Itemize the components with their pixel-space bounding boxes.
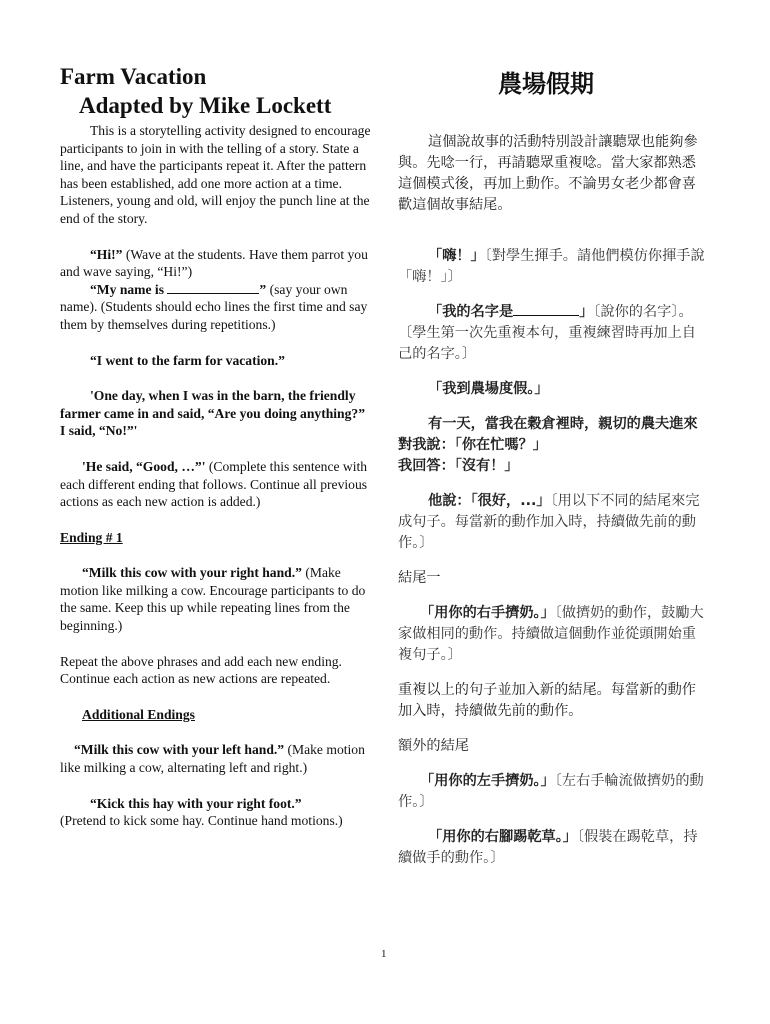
ending1-zh: 結尾一 [398, 570, 441, 586]
hi-rest: (Wave at the students. Have them parrot you and wave saying, “Hi!”) [60, 246, 368, 280]
milk-left-bold: “Milk this cow with your left hand.” [74, 742, 285, 758]
farm-en: “I went to the farm for vacation.” [90, 352, 285, 368]
name-zh [398, 302, 710, 365]
subtitle-en: Adapted by Mike Lockett [79, 93, 332, 118]
repeat-zh: 重複以上的句子並加入新的結尾。每當新的動作加入時，持續做先前的動作。 [398, 682, 696, 719]
milk-right-en [60, 564, 372, 634]
name-blank-zh [513, 302, 579, 316]
milk-right-rest-zh: 〔做擠奶的動作，鼓勵大家做相同的動作。持續做這個動作並從頭開始重複句子。〕 [398, 605, 704, 663]
good-en [60, 458, 372, 511]
name-rest: (say your own name). (Students should echo lines the first time and say them by themselves during repetitions.) [60, 281, 368, 332]
hi-bold: “Hi!” [90, 246, 123, 262]
kick-bold-zh: 「用你的右腳踢乾草。」 [428, 829, 577, 845]
name-rest-zh: 〔說你的名字〕。〔學生第一次先重複本句，重複練習時再加上自己的名字。〕 [398, 304, 696, 362]
page-number: 1 [381, 948, 387, 960]
farm-zh: 「我到農場度假。」 [428, 381, 549, 397]
additional-en: Additional Endings [82, 706, 195, 722]
chinese-column [398, 132, 710, 869]
good-rest-zh: 〔用以下不同的結尾來完成句子。每當新的動作加入時，持續做先前的動作。〕 [398, 493, 700, 551]
milk-right-rest: (Make motion like milking a cow. Encourage participants to do the same. Keep this up while repeating lines from the beginning.) [60, 565, 366, 634]
repeat-en: Repeat the above phrases and add each new ending. Continue each action as new actions are repeated. [60, 653, 342, 687]
hi-en [60, 246, 372, 281]
name-bold1: “My name is [90, 281, 168, 297]
said-no-en: I said, “No!”' [60, 423, 138, 439]
milk-left-rest-zh: 〔左右手輪流做擠奶的動作。〕 [398, 773, 704, 810]
good-rest: (Complete this sentence with each different ending that follows. Continue all previous actions as each new action is added.) [60, 458, 368, 510]
title-zh: 農場假期 [498, 70, 594, 98]
intro-en: This is a storytelling activity designed to encourage participants to join in with the telling of a story. State a line, and have the participants repeat it. After the pattern has been established, add one more action at a time. Listeners, young and old, will enjoy the punch line at the end of the story. [60, 123, 371, 226]
additional-zh: 額外的結尾 [398, 738, 469, 754]
ending1-en: Ending # 1 [60, 529, 123, 545]
name-en [60, 281, 372, 334]
title-en: Farm Vacation [60, 64, 207, 89]
milk-right-zh [398, 603, 710, 666]
hi-rest-zh: 〔對學生揮手。請他們模仿你揮手說「嗨！」〕 [398, 248, 705, 285]
english-column [60, 62, 372, 830]
barn-zh: 有一天，當我在穀倉裡時，親切的農夫進來對我說：「你在忙嗎？」 [398, 416, 698, 453]
name-blank [167, 282, 259, 294]
good-bold: 'He said, “Good, …”' [82, 458, 206, 474]
name-bold1-zh: 「我的名字是 [428, 304, 514, 320]
good-bold-zh: 他說：「很好，...」 [428, 493, 551, 509]
milk-right-bold-zh: 「用你的右手擠奶。」 [420, 605, 555, 621]
hi-zh [398, 246, 710, 288]
hi-bold-zh: 「嗨！」 [428, 248, 485, 264]
milk-left-zh [398, 771, 710, 813]
name-bold2: ” [259, 281, 267, 297]
kick-rest-zh: 〔假裝在踢乾草，持續做手的動作。〕 [398, 829, 698, 866]
kick-rest-en: (Pretend to kick some hay. Continue hand motions.) [60, 813, 343, 829]
milk-right-bold: “Milk this cow with your right hand.” [82, 565, 302, 581]
milk-left-bold-zh: 「用你的左手擠奶。」 [420, 773, 555, 789]
milk-left-rest: (Make motion like milking a cow, alternating left and right.) [60, 742, 365, 776]
barn-en: 'One day, when I was in the barn, the friendly farmer came in and said, “Are you doing anything?” [60, 388, 366, 421]
intro-zh: 這個說故事的活動特別設計讓聽眾也能夠參與。先唸一行，再請聽眾重複唸。當大家都熟悉這個模式後，再加上動作。不論男女老少都會喜歡這個故事結尾。 [398, 134, 698, 213]
kick-en: “Kick this hay with your right foot.” [90, 795, 302, 811]
milk-left-en [60, 741, 372, 776]
said-no-zh: 我回答：「沒有！」 [398, 458, 519, 474]
name-bold2-zh: 」 [579, 304, 594, 320]
good-zh [398, 491, 710, 554]
kick-zh [398, 827, 710, 869]
